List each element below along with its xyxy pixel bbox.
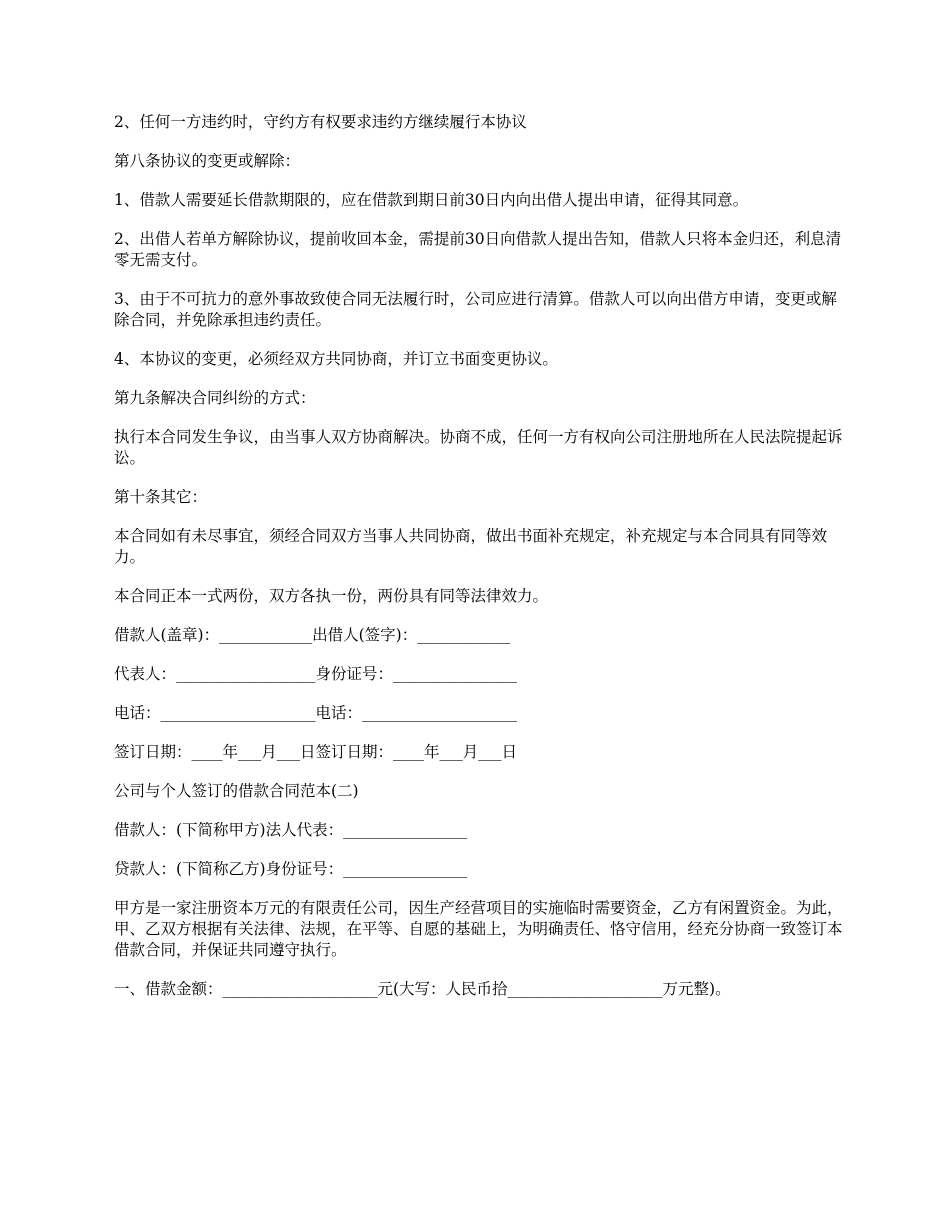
contract-2-loan-amount: 一、借款金额：____________________元(大写：人民币拾____________________万元整)。 bbox=[114, 980, 731, 998]
signature-line-phone: 电话：____________________电话：____________________ bbox=[114, 704, 518, 722]
copies-statement: 本合同正本一式两份，双方各执一份，两份具有同等法律效力。 bbox=[114, 587, 549, 605]
article-8-item-2: 2、出借人若单方解除协议，提前收回本金，需提前30日向借款人提出告知，借款人只将本金归还，利息清零无需支付。 bbox=[114, 230, 842, 269]
signature-line-parties: 借款人(盖章)：____________出借人(签字)：____________ bbox=[114, 626, 511, 644]
article-9-body: 执行本合同发生争议，由当事人双方协商解决。协商不成，任何一方有权向公司注册地所在人民法院提起诉讼。 bbox=[114, 428, 843, 467]
article-9-heading: 第九条解决合同纠纷的方式： bbox=[114, 389, 316, 407]
document-body bbox=[114, 112, 844, 1018]
article-10-heading: 第十条其它： bbox=[114, 488, 208, 506]
contract-2-preamble: 甲方是一家注册资本万元的有限责任公司，因生产经营项目的实施临时需要资金，乙方有闲置资金。为此，甲、乙双方根据有关法律、法规，在平等、自愿的基础上，为明确责任、恪守信用，经充分协商一致签订本借款合同，并保证共同遵守执行。 bbox=[114, 899, 843, 959]
article-8-item-1: 1、借款人需要延长借款期限的，应在借款到期日前30日内向出借人提出申请，征得其同意。 bbox=[114, 191, 749, 209]
signature-line-representative: 代表人：__________________身份证号：________________ bbox=[114, 665, 518, 683]
contract-2-borrower: 借款人：(下简称甲方)法人代表：________________ bbox=[114, 821, 468, 839]
signature-line-date: 签订日期：____年___月___日签订日期：____年___月___日 bbox=[114, 743, 518, 761]
article-8-item-4: 4、本协议的变更，必须经双方共同协商，并订立书面变更协议。 bbox=[114, 350, 558, 368]
contract-2-lender: 贷款人：(下简称乙方)身份证号：________________ bbox=[114, 860, 468, 878]
article-8-heading: 第八条协议的变更或解除： bbox=[114, 152, 301, 170]
contract-2-title: 公司与个人签订的借款合同范本(二) bbox=[114, 782, 359, 800]
clause-7-item-2: 2、任何一方违约时，守约方有权要求违约方继续履行本协议 bbox=[114, 113, 527, 131]
article-8-item-3: 3、由于不可抗力的意外事故致使合同无法履行时，公司应进行清算。借款人可以向出借方申请，变更或解除合同，并免除承担违约责任。 bbox=[114, 290, 837, 329]
article-10-body: 本合同如有未尽事宜，须经合同双方当事人共同协商，做出书面补充规定，补充规定与本合同具有同等效力。 bbox=[114, 527, 828, 566]
